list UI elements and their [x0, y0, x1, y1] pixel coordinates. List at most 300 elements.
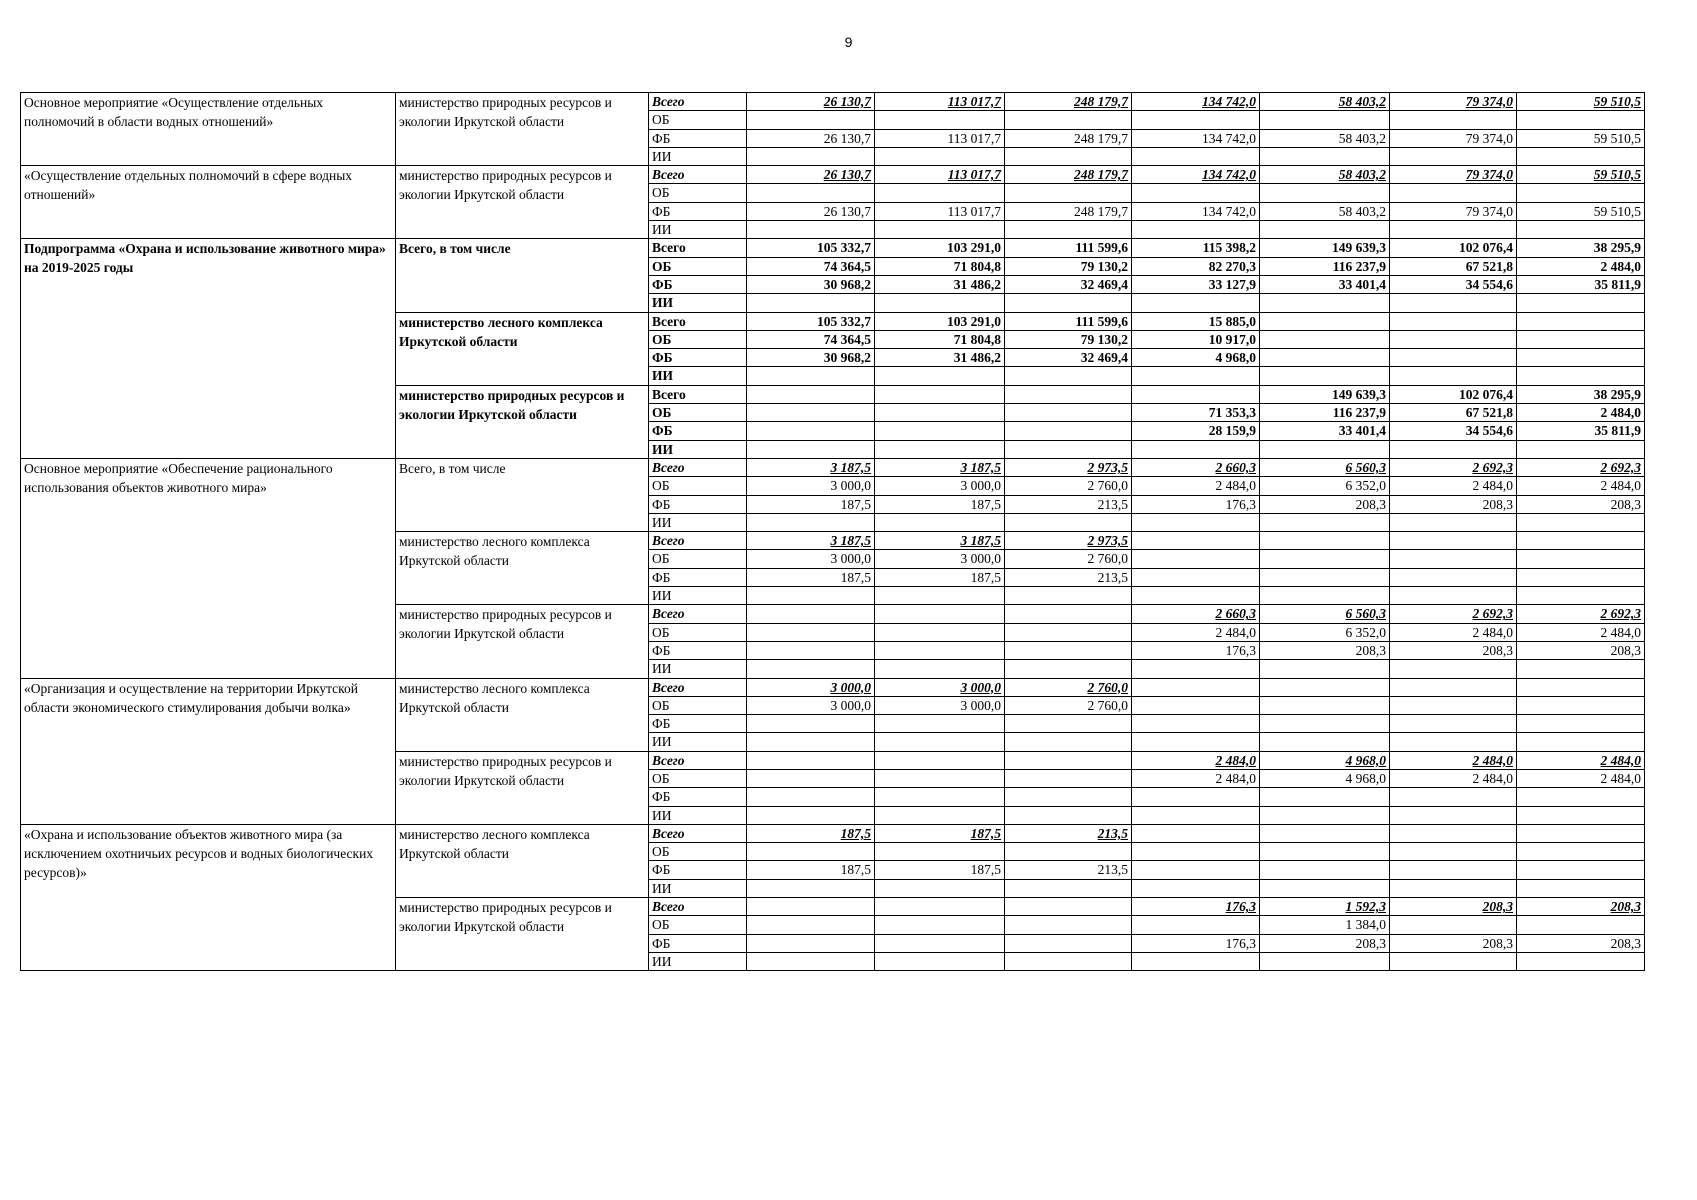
value-cell [747, 715, 875, 733]
value-cell [747, 660, 875, 678]
value-cell [875, 294, 1005, 312]
value-cell: 31 486,2 [875, 349, 1005, 367]
value-cell: 3 000,0 [747, 696, 875, 714]
value-cell: 38 295,9 [1517, 385, 1645, 403]
value-cell [1005, 879, 1132, 897]
value-cell [1005, 843, 1132, 861]
value-cell [747, 769, 875, 787]
executor-cell: министерство лесного комплекса Иркутской области [396, 312, 649, 385]
value-cell [875, 587, 1005, 605]
value-cell [747, 952, 875, 970]
value-cell: 2 484,0 [1390, 623, 1517, 641]
value-cell [875, 605, 1005, 623]
value-cell [747, 788, 875, 806]
value-cell [1132, 952, 1260, 970]
value-cell [747, 916, 875, 934]
value-cell: 3 187,5 [875, 458, 1005, 476]
value-cell: 58 403,2 [1260, 166, 1390, 184]
value-cell: 111 599,6 [1005, 239, 1132, 257]
value-cell [1132, 879, 1260, 897]
funding-source-cell: Всего [649, 93, 747, 111]
value-cell [747, 294, 875, 312]
value-cell [875, 385, 1005, 403]
value-cell: 1 592,3 [1260, 898, 1390, 916]
activity-title: Основное мероприятие «Обеспечение рационального использования объектов животного мира» [21, 458, 396, 678]
value-cell [747, 422, 875, 440]
value-cell: 176,3 [1132, 898, 1260, 916]
value-cell: 2 973,5 [1005, 532, 1132, 550]
value-cell [747, 111, 875, 129]
funding-source-cell: ФБ [649, 275, 747, 293]
value-cell: 208,3 [1517, 934, 1645, 952]
value-cell [1390, 861, 1517, 879]
value-cell [875, 751, 1005, 769]
value-cell [1132, 587, 1260, 605]
value-cell: 248 179,7 [1005, 166, 1132, 184]
value-cell [1132, 660, 1260, 678]
value-cell [1390, 843, 1517, 861]
funding-source-cell: ИИ [649, 147, 747, 165]
value-cell [1132, 806, 1260, 824]
value-cell: 38 295,9 [1517, 239, 1645, 257]
value-cell [1132, 678, 1260, 696]
value-cell: 208,3 [1390, 898, 1517, 916]
value-cell [1260, 587, 1390, 605]
value-cell [1132, 788, 1260, 806]
value-cell [1132, 916, 1260, 934]
value-cell: 103 291,0 [875, 312, 1005, 330]
table-row [21, 166, 1645, 184]
value-cell: 59 510,5 [1517, 93, 1645, 111]
value-cell: 208,3 [1517, 898, 1645, 916]
budget-table [20, 92, 1645, 971]
value-cell [1132, 715, 1260, 733]
value-cell: 2 692,3 [1390, 458, 1517, 476]
funding-source-cell: ИИ [649, 440, 747, 458]
value-cell [875, 184, 1005, 202]
funding-source-cell: Всего [649, 898, 747, 916]
value-cell: 3 187,5 [875, 532, 1005, 550]
funding-source-cell: ОБ [649, 477, 747, 495]
value-cell [1517, 550, 1645, 568]
funding-source-cell: ФБ [649, 934, 747, 952]
value-cell: 2 692,3 [1390, 605, 1517, 623]
value-cell [1005, 147, 1132, 165]
value-cell [1390, 733, 1517, 751]
value-cell [1390, 513, 1517, 531]
value-cell: 208,3 [1517, 641, 1645, 659]
table-row [21, 678, 1645, 696]
value-cell [1517, 806, 1645, 824]
value-cell: 187,5 [875, 495, 1005, 513]
value-cell: 35 811,9 [1517, 422, 1645, 440]
value-cell: 6 560,3 [1260, 458, 1390, 476]
table-row [21, 93, 1645, 111]
value-cell [1005, 367, 1132, 385]
value-cell: 208,3 [1260, 495, 1390, 513]
value-cell [1517, 879, 1645, 897]
value-cell: 134 742,0 [1132, 93, 1260, 111]
funding-source-cell: ИИ [649, 367, 747, 385]
executor-cell: министерство лесного комплекса Иркутской области [396, 824, 649, 897]
value-cell: 26 130,7 [747, 93, 875, 111]
funding-source-cell: ФБ [649, 129, 747, 147]
value-cell [1390, 879, 1517, 897]
value-cell [875, 111, 1005, 129]
value-cell: 248 179,7 [1005, 202, 1132, 220]
activity-title: «Осуществление отдельных полномочий в сфере водных отношений» [21, 166, 396, 239]
value-cell [1132, 861, 1260, 879]
funding-source-cell: Всего [649, 751, 747, 769]
value-cell [1132, 843, 1260, 861]
value-cell: 113 017,7 [875, 202, 1005, 220]
value-cell [1517, 715, 1645, 733]
funding-source-cell: Всего [649, 385, 747, 403]
value-cell [1132, 385, 1260, 403]
funding-source-cell: ФБ [649, 422, 747, 440]
value-cell: 71 804,8 [875, 257, 1005, 275]
value-cell: 31 486,2 [875, 275, 1005, 293]
value-cell: 187,5 [747, 824, 875, 842]
value-cell: 2 660,3 [1132, 605, 1260, 623]
value-cell: 111 599,6 [1005, 312, 1132, 330]
value-cell [1260, 147, 1390, 165]
value-cell [1390, 568, 1517, 586]
value-cell: 33 401,4 [1260, 422, 1390, 440]
value-cell [1390, 440, 1517, 458]
value-cell: 149 639,3 [1260, 385, 1390, 403]
value-cell [747, 147, 875, 165]
value-cell [747, 513, 875, 531]
value-cell: 26 130,7 [747, 202, 875, 220]
value-cell [1132, 568, 1260, 586]
funding-source-cell: ОБ [649, 550, 747, 568]
value-cell [1390, 788, 1517, 806]
value-cell [1517, 916, 1645, 934]
value-cell [875, 715, 1005, 733]
value-cell [1005, 422, 1132, 440]
value-cell: 2 484,0 [1390, 751, 1517, 769]
value-cell: 58 403,2 [1260, 93, 1390, 111]
value-cell [1005, 715, 1132, 733]
value-cell [1260, 843, 1390, 861]
activity-title: «Организация и осуществление на территории Иркутской области экономического стимулирования добычи волка» [21, 678, 396, 824]
funding-source-cell: ИИ [649, 513, 747, 531]
value-cell [875, 879, 1005, 897]
funding-source-cell: ОБ [649, 257, 747, 275]
value-cell [1005, 806, 1132, 824]
value-cell [747, 623, 875, 641]
value-cell [1517, 312, 1645, 330]
value-cell: 103 291,0 [875, 239, 1005, 257]
value-cell [875, 221, 1005, 239]
value-cell [1005, 934, 1132, 952]
funding-source-cell: ИИ [649, 952, 747, 970]
value-cell: 2 760,0 [1005, 678, 1132, 696]
value-cell [747, 879, 875, 897]
value-cell: 2 484,0 [1517, 477, 1645, 495]
executor-cell: министерство природных ресурсов и экологии Иркутской области [396, 605, 649, 678]
value-cell: 3 187,5 [747, 532, 875, 550]
value-cell: 2 484,0 [1390, 769, 1517, 787]
value-cell [747, 404, 875, 422]
value-cell: 213,5 [1005, 824, 1132, 842]
value-cell: 2 973,5 [1005, 458, 1132, 476]
value-cell [1517, 513, 1645, 531]
value-cell [1132, 440, 1260, 458]
value-cell: 33 401,4 [1260, 275, 1390, 293]
funding-source-cell: ОБ [649, 916, 747, 934]
funding-source-cell: ОБ [649, 843, 747, 861]
value-cell [1005, 660, 1132, 678]
value-cell [1390, 349, 1517, 367]
value-cell [1260, 660, 1390, 678]
value-cell: 2 760,0 [1005, 696, 1132, 714]
value-cell [875, 898, 1005, 916]
value-cell: 35 811,9 [1517, 275, 1645, 293]
funding-source-cell: ФБ [649, 202, 747, 220]
value-cell: 3 000,0 [875, 678, 1005, 696]
value-cell: 149 639,3 [1260, 239, 1390, 257]
value-cell: 115 398,2 [1132, 239, 1260, 257]
value-cell [1390, 660, 1517, 678]
value-cell [1517, 147, 1645, 165]
funding-source-cell: ОБ [649, 623, 747, 641]
value-cell: 134 742,0 [1132, 202, 1260, 220]
value-cell [875, 367, 1005, 385]
value-cell: 32 469,4 [1005, 349, 1132, 367]
value-cell [1260, 861, 1390, 879]
value-cell [1390, 330, 1517, 348]
value-cell [1005, 952, 1132, 970]
value-cell [875, 404, 1005, 422]
value-cell [1132, 513, 1260, 531]
funding-source-cell: ФБ [649, 788, 747, 806]
value-cell [1390, 294, 1517, 312]
executor-cell: министерство природных ресурсов и экологии Иркутской области [396, 751, 649, 824]
value-cell: 113 017,7 [875, 93, 1005, 111]
value-cell [1005, 587, 1132, 605]
value-cell [1517, 532, 1645, 550]
value-cell [1005, 294, 1132, 312]
value-cell: 116 237,9 [1260, 404, 1390, 422]
value-cell [875, 440, 1005, 458]
value-cell [1517, 330, 1645, 348]
value-cell: 2 692,3 [1517, 458, 1645, 476]
value-cell [875, 843, 1005, 861]
value-cell [875, 147, 1005, 165]
value-cell: 208,3 [1260, 641, 1390, 659]
value-cell [1132, 550, 1260, 568]
value-cell [747, 898, 875, 916]
value-cell [1517, 824, 1645, 842]
value-cell [1260, 678, 1390, 696]
funding-source-cell: ФБ [649, 861, 747, 879]
value-cell [1517, 952, 1645, 970]
value-cell [1260, 440, 1390, 458]
value-cell: 2 484,0 [1517, 404, 1645, 422]
page-number: 9 [844, 34, 853, 50]
value-cell: 134 742,0 [1132, 166, 1260, 184]
value-cell [1390, 824, 1517, 842]
value-cell: 248 179,7 [1005, 93, 1132, 111]
funding-source-cell: ОБ [649, 330, 747, 348]
value-cell: 2 484,0 [1132, 477, 1260, 495]
executor-cell: Всего, в том числе [396, 458, 649, 531]
value-cell: 2 484,0 [1517, 257, 1645, 275]
value-cell [1517, 440, 1645, 458]
value-cell [1390, 806, 1517, 824]
value-cell: 3 000,0 [747, 477, 875, 495]
funding-source-cell: ИИ [649, 806, 747, 824]
value-cell: 3 000,0 [747, 550, 875, 568]
value-cell: 213,5 [1005, 495, 1132, 513]
value-cell [747, 440, 875, 458]
value-cell: 71 804,8 [875, 330, 1005, 348]
funding-source-cell: Всего [649, 532, 747, 550]
value-cell: 82 270,3 [1132, 257, 1260, 275]
value-cell [1390, 916, 1517, 934]
value-cell: 59 510,5 [1517, 129, 1645, 147]
value-cell [1260, 349, 1390, 367]
value-cell [1390, 312, 1517, 330]
value-cell: 187,5 [747, 861, 875, 879]
value-cell [1390, 550, 1517, 568]
value-cell [1005, 916, 1132, 934]
value-cell: 208,3 [1260, 934, 1390, 952]
value-cell [1005, 751, 1132, 769]
value-cell [1517, 568, 1645, 586]
value-cell: 32 469,4 [1005, 275, 1132, 293]
value-cell: 4 968,0 [1260, 751, 1390, 769]
funding-source-cell: Всего [649, 312, 747, 330]
value-cell [875, 788, 1005, 806]
value-cell [1260, 824, 1390, 842]
value-cell [1005, 404, 1132, 422]
value-cell [1132, 184, 1260, 202]
value-cell [1005, 733, 1132, 751]
budget-table-body [21, 93, 1645, 971]
value-cell [875, 513, 1005, 531]
funding-source-cell: ИИ [649, 733, 747, 751]
value-cell: 79 130,2 [1005, 257, 1132, 275]
funding-source-cell: ИИ [649, 294, 747, 312]
value-cell: 79 130,2 [1005, 330, 1132, 348]
value-cell: 71 353,3 [1132, 404, 1260, 422]
value-cell: 208,3 [1390, 641, 1517, 659]
executor-cell: министерство природных ресурсов и экологии Иркутской области [396, 93, 649, 166]
value-cell [1260, 294, 1390, 312]
executor-cell: министерство природных ресурсов и экологии Иркутской области [396, 385, 649, 458]
value-cell [1390, 696, 1517, 714]
value-cell: 105 332,7 [747, 312, 875, 330]
executor-cell: министерство природных ресурсов и экологии Иркутской области [396, 166, 649, 239]
value-cell: 102 076,4 [1390, 239, 1517, 257]
value-cell [875, 623, 1005, 641]
value-cell [1517, 843, 1645, 861]
value-cell [1260, 330, 1390, 348]
value-cell: 79 374,0 [1390, 166, 1517, 184]
value-cell [1132, 367, 1260, 385]
value-cell: 2 692,3 [1517, 605, 1645, 623]
value-cell [1260, 879, 1390, 897]
value-cell: 2 484,0 [1517, 751, 1645, 769]
activity-title: Основное мероприятие «Осуществление отдельных полномочий в области водных отношений» [21, 93, 396, 166]
value-cell [1005, 513, 1132, 531]
funding-source-cell: ФБ [649, 495, 747, 513]
value-cell: 6 352,0 [1260, 477, 1390, 495]
funding-source-cell: ОБ [649, 404, 747, 422]
value-cell [1260, 952, 1390, 970]
value-cell [875, 806, 1005, 824]
executor-cell: Всего, в том числе [396, 239, 649, 312]
value-cell: 187,5 [875, 824, 1005, 842]
value-cell: 176,3 [1132, 495, 1260, 513]
value-cell: 4 968,0 [1132, 349, 1260, 367]
value-cell: 208,3 [1517, 495, 1645, 513]
value-cell: 59 510,5 [1517, 166, 1645, 184]
value-cell [1005, 641, 1132, 659]
value-cell [747, 733, 875, 751]
value-cell [747, 843, 875, 861]
value-cell: 3 000,0 [875, 477, 1005, 495]
value-cell [1260, 715, 1390, 733]
value-cell: 6 352,0 [1260, 623, 1390, 641]
value-cell: 74 364,5 [747, 257, 875, 275]
table-row [21, 458, 1645, 476]
value-cell: 176,3 [1132, 641, 1260, 659]
value-cell [1390, 532, 1517, 550]
value-cell: 187,5 [875, 568, 1005, 586]
value-cell: 2 484,0 [1132, 623, 1260, 641]
value-cell [1260, 111, 1390, 129]
funding-source-cell: Всего [649, 166, 747, 184]
funding-source-cell: ИИ [649, 879, 747, 897]
value-cell [875, 641, 1005, 659]
value-cell: 3 000,0 [747, 678, 875, 696]
value-cell [1390, 221, 1517, 239]
value-cell [1260, 184, 1390, 202]
value-cell: 105 332,7 [747, 239, 875, 257]
funding-source-cell: ИИ [649, 587, 747, 605]
value-cell [1517, 221, 1645, 239]
value-cell [1132, 733, 1260, 751]
value-cell: 1 384,0 [1260, 916, 1390, 934]
value-cell: 3 000,0 [875, 550, 1005, 568]
value-cell [1260, 806, 1390, 824]
value-cell [747, 221, 875, 239]
value-cell [1132, 294, 1260, 312]
value-cell [1517, 111, 1645, 129]
value-cell [1390, 147, 1517, 165]
value-cell [1517, 678, 1645, 696]
value-cell: 2 660,3 [1132, 458, 1260, 476]
value-cell [747, 641, 875, 659]
value-cell: 113 017,7 [875, 129, 1005, 147]
value-cell [1132, 221, 1260, 239]
value-cell: 6 560,3 [1260, 605, 1390, 623]
funding-source-cell: ФБ [649, 349, 747, 367]
value-cell [1005, 898, 1132, 916]
value-cell [875, 422, 1005, 440]
funding-source-cell: Всего [649, 239, 747, 257]
value-cell [1517, 696, 1645, 714]
value-cell [747, 385, 875, 403]
value-cell [1517, 587, 1645, 605]
value-cell [1390, 587, 1517, 605]
value-cell: 2 484,0 [1517, 623, 1645, 641]
funding-source-cell: Всего [649, 458, 747, 476]
